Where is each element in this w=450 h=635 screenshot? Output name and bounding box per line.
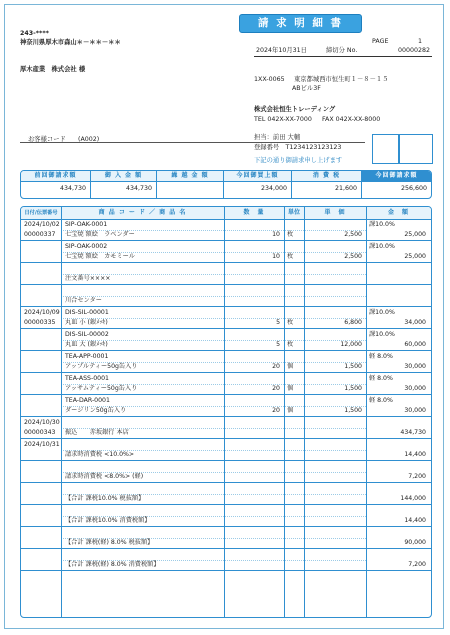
table-row <box>21 329 431 351</box>
customer-name: 厚木産業 株式会社 様 <box>20 66 86 73</box>
summary-cell <box>292 171 362 198</box>
row-unit: 個 <box>287 385 294 392</box>
row-product-name: 請求時消費税 <8.0%> (軽) <box>65 473 144 480</box>
row-price: 1,500 <box>344 385 362 392</box>
row-product-name: 丸皿 小 (銀ﾒｯｷ) <box>65 319 108 326</box>
page-number: 1 <box>418 38 423 45</box>
summary-value: 21,600 <box>334 185 357 192</box>
table-row <box>21 263 431 285</box>
row-amount: 60,000 <box>404 341 426 348</box>
row-product-code: DIS-SIL-00001 <box>65 309 109 316</box>
summary-cell <box>157 171 224 198</box>
column-header-price: 単 価 <box>324 209 346 216</box>
issuer-building: ABビル3F <box>292 85 321 92</box>
row-slip-number: 00000337 <box>24 231 56 238</box>
summary-value: 434,730 <box>59 185 86 192</box>
stamp-box-1 <box>372 134 400 164</box>
row-unit: 枚 <box>287 341 294 348</box>
code-underline <box>20 142 365 143</box>
row-amount: 25,000 <box>404 231 426 238</box>
table-row <box>21 527 431 549</box>
row-quantity: 20 <box>272 407 280 414</box>
table-row <box>21 483 431 505</box>
invoice-message: 下記の通り御請求申し上げます <box>254 157 343 164</box>
invoice-date: 2024年10月31日 <box>256 47 307 54</box>
summary-cell <box>21 171 91 198</box>
row-quantity: 10 <box>272 231 280 238</box>
column-divider <box>304 207 305 617</box>
row-product-name: アッサムティー50g缶入り <box>65 385 138 392</box>
row-product-name: 【合計 課税(軽) 8.0% 消費税額】 <box>65 561 160 568</box>
header-underline <box>254 56 432 57</box>
summary-label: 前回御請求額 <box>21 171 90 182</box>
row-price: 2,500 <box>344 231 362 238</box>
summary-label: 今回御請求額 <box>362 171 431 182</box>
table-row <box>21 439 431 461</box>
column-header-amount: 金 額 <box>387 209 409 216</box>
row-amount: 7,200 <box>408 561 426 568</box>
row-product-code: DIS-SIL-00002 <box>65 331 109 338</box>
row-date: 2024/10/30 <box>24 419 60 426</box>
row-amount: 434,730 <box>400 429 426 436</box>
column-divider <box>61 207 62 617</box>
issuer-address: 東京都城西市恒生町１－８－１５ <box>294 76 389 83</box>
row-product-name: 七宝焼 額絵 カモミール <box>65 253 135 260</box>
summary-cell <box>91 171 157 198</box>
row-amount: 144,000 <box>400 495 426 502</box>
row-tax-rate: 課10.0% <box>369 309 395 316</box>
row-tax-rate: 軽 8.0% <box>369 397 393 404</box>
row-unit: 個 <box>287 363 294 370</box>
table-row <box>21 373 431 395</box>
row-product-name: 丸皿 大 (銀ﾒｯｷ) <box>65 341 108 348</box>
table-row <box>21 417 431 439</box>
issuer-tel: TEL 042X-XX-7000 <box>254 116 312 123</box>
row-product-code: TEA-ASS-0001 <box>65 375 109 382</box>
table-row <box>21 307 431 329</box>
row-product-name: 請求時消費税 <10.0%> <box>65 451 135 458</box>
summary-label: 消 費 税 <box>292 171 361 182</box>
row-quantity: 20 <box>272 385 280 392</box>
column-divider <box>284 207 285 617</box>
customer-code: (A002) <box>78 136 100 143</box>
row-price: 1,500 <box>344 407 362 414</box>
row-tax-rate: 軽 8.0% <box>369 353 393 360</box>
issuer-staff: 担当：前田 大輔 <box>254 134 301 141</box>
summary-value: 234,000 <box>260 185 287 192</box>
page-label: PAGE <box>372 38 389 45</box>
row-amount: 30,000 <box>404 363 426 370</box>
customer-address: 神奈川県厚木市森山＊－＊＊－＊＊ <box>20 39 121 46</box>
row-quantity: 5 <box>276 319 280 326</box>
row-tax-rate: 課10.0% <box>369 221 395 228</box>
row-product-name: 川合センター <box>65 297 102 304</box>
issuer-fax: FAX 042X-XX-8000 <box>322 116 381 123</box>
summary-label: 御 入 金 額 <box>91 171 156 182</box>
row-quantity: 5 <box>276 341 280 348</box>
summary-box <box>20 170 432 199</box>
issuer-postal: 1XX-0065 <box>254 76 285 83</box>
row-amount: 25,000 <box>404 253 426 260</box>
customer-code-label: お客様コード <box>28 136 66 143</box>
summary-value: 256,600 <box>400 185 427 192</box>
row-quantity: 10 <box>272 253 280 260</box>
summary-label: 今回御買上額 <box>224 171 291 182</box>
summary-cell <box>224 171 292 198</box>
row-product-name: 【合計 課税(軽) 8.0% 税抜額】 <box>65 539 154 546</box>
row-slip-number: 00000335 <box>24 319 56 326</box>
row-tax-rate: 軽 8.0% <box>369 375 393 382</box>
row-product-name: 注文番号×××× <box>65 275 111 282</box>
column-header-unit: 単位 <box>287 209 300 216</box>
row-product-code: SIP-OAK-0002 <box>65 243 108 250</box>
table-row <box>21 549 431 571</box>
table-row <box>21 461 431 483</box>
column-header-qty: 数 量 <box>243 209 265 216</box>
issuer-company: 株式会社恒生トレーディング <box>254 106 336 113</box>
row-price: 2,500 <box>344 253 362 260</box>
row-unit: 枚 <box>287 253 294 260</box>
stamp-box-2 <box>398 134 433 164</box>
row-product-name: 振込 赤坂銀行 本店 <box>65 429 129 436</box>
cutoff-label: 締切分 No. <box>326 47 358 54</box>
row-unit: 枚 <box>287 319 294 326</box>
row-product-code: SIP-OAK-0001 <box>65 221 108 228</box>
row-subline <box>61 296 366 297</box>
table-row <box>21 395 431 417</box>
row-price: 1,500 <box>344 363 362 370</box>
column-divider <box>366 207 367 617</box>
row-product-name: アップルティー50g缶入り <box>65 363 138 370</box>
table-row <box>21 241 431 263</box>
row-date: 2024/10/02 <box>24 221 60 228</box>
detail-table <box>20 206 432 618</box>
row-date: 2024/10/31 <box>24 441 60 448</box>
column-header-date: 日付/伝票番号 <box>24 210 58 216</box>
summary-value: 434,730 <box>125 185 152 192</box>
summary-cell <box>362 171 431 198</box>
row-amount: 30,000 <box>404 385 426 392</box>
row-price: 12,000 <box>340 341 362 348</box>
row-price: 6,800 <box>344 319 362 326</box>
row-amount: 90,000 <box>404 539 426 546</box>
row-product-name: 【合計 課税10.0% 消費税額】 <box>65 517 151 524</box>
row-slip-number: 00000343 <box>24 429 56 436</box>
row-product-name: 七宝焼 額絵 ラベンダー <box>65 231 135 238</box>
row-unit: 個 <box>287 407 294 414</box>
row-product-code: TEA-APP-0001 <box>65 353 109 360</box>
row-amount: 34,000 <box>404 319 426 326</box>
customer-postal: 243-**** <box>20 30 49 37</box>
row-amount: 14,400 <box>404 517 426 524</box>
table-row <box>21 351 431 373</box>
document-title: 請 求 明 細 書 <box>239 14 362 33</box>
document-number: 00000282 <box>398 47 431 54</box>
column-header-item: 商 品 コ ー ド ／ 商 品 名 <box>98 209 187 216</box>
issuer-registration: 登録番号 T1234123123123 <box>254 144 342 151</box>
row-product-code: TEA-DAR-0001 <box>65 397 110 404</box>
row-date: 2024/10/09 <box>24 309 60 316</box>
table-row <box>21 219 431 241</box>
column-divider <box>224 207 225 617</box>
summary-label: 繰 越 金 額 <box>157 171 223 182</box>
row-amount: 30,000 <box>404 407 426 414</box>
row-amount: 14,400 <box>404 451 426 458</box>
row-tax-rate: 課10.0% <box>369 243 395 250</box>
table-row <box>21 505 431 527</box>
row-product-name: ダージリン50g缶入り <box>65 407 127 414</box>
row-quantity: 20 <box>272 363 280 370</box>
row-unit: 枚 <box>287 231 294 238</box>
row-amount: 7,200 <box>408 473 426 480</box>
row-tax-rate: 課10.0% <box>369 331 395 338</box>
table-row <box>21 285 431 307</box>
row-product-name: 【合計 課税10.0% 税抜額】 <box>65 495 145 502</box>
